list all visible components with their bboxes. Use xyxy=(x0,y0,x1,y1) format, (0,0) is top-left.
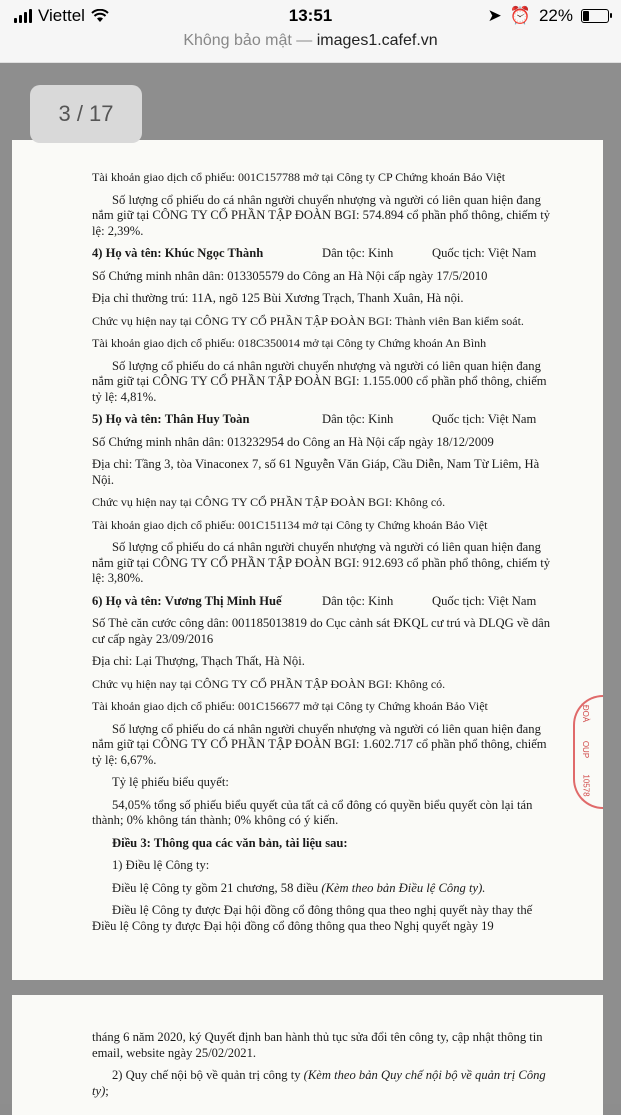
text-line: Tài khoản giao dịch cổ phiếu: 001C156677 mở tại Công ty Chứng khoán Bảo Việt xyxy=(92,699,488,713)
text-paragraph: 54,05% tổng số phiếu biểu quyết của tất cả cổ đông có quyền biểu quyết còn lại tán thành; 0% không tán thành; 0% không có ý kiến. xyxy=(92,797,533,827)
location-icon: ➤ xyxy=(487,6,502,25)
text-line: Số Chứng minh nhân dân: 013232954 do Công an Hà Nội cấp ngày 18/12/2009 xyxy=(92,434,494,449)
person-name: Vương Thị Minh Huế xyxy=(164,593,282,608)
article-heading: Điều 3: Thông qua các văn bản, tài liệu sau: xyxy=(112,835,348,850)
carrier-label: Viettel xyxy=(38,6,85,25)
text-paragraph: Số lượng cổ phiếu do cá nhân người chuyển nhượng và người có liên quan hiện đang nắm giữ tại CÔNG TY CỔ PHẦN TẬP ĐOÀN BGI: 574.894 cổ phần phổ thông, chiếm tỷ lệ: 2,39%. xyxy=(92,192,551,238)
text-line: Điều lệ Công ty gồm 21 chương, 58 điều (Kèm theo bản Điều lệ Công ty). xyxy=(112,880,486,895)
text-paragraph: Số lượng cổ phiếu do cá nhân người chuyển nhượng và người có liên quan hiện đang nắm giữ tại CÔNG TY CỔ PHẦN TẬP ĐOÀN BGI: 1.155.000 cổ phần phổ thông, chiếm tỷ lệ: 4,81%. xyxy=(92,358,547,404)
document-page xyxy=(12,140,603,980)
person-name: Thân Huy Toàn xyxy=(164,412,250,426)
text-paragraph: tháng 6 năm 2020, ký Quyết định ban hành thủ tục sửa đổi tên công ty, cập nhật thông tin email, website ngày 25/02/2021. xyxy=(92,1030,543,1060)
text-paragraph: Số lượng cổ phiếu do cá nhân người chuyển nhượng và người có liên quan hiện đang nắm giữ tại CÔNG TY CỔ PHẦN TẬP ĐOÀN BGI: 912.693 cổ phần phổ thông, chiếm tỷ lệ: 3,80%. xyxy=(92,540,551,585)
company-stamp: ĐOÀ OUP 10578 xyxy=(573,695,603,809)
text-line: Tỷ lệ phiếu biểu quyết: xyxy=(112,775,229,789)
clock: 13:51 xyxy=(288,6,333,25)
status-bar xyxy=(0,0,621,32)
battery-percent: 22% xyxy=(538,6,573,25)
text-line: Tài khoản giao dịch cổ phiếu: 018C350014 mở tại Công ty Chứng khoán An Bình xyxy=(92,336,487,350)
document-page-next xyxy=(12,995,603,1115)
text-line: Địa chỉ: Lại Thượng, Thạch Thất, Hà Nội. xyxy=(92,654,305,668)
text-line: 2) Quy chế nội bộ về quản trị công ty (Kèm theo bản Quy chế nội bộ về quản trị Công ty); xyxy=(92,1068,546,1098)
text-paragraph: Địa chỉ: Tầng 3, tòa Vinaconex 7, số 61 Nguyễn Văn Giáp, Cầu Diễn, Nam Từ Liêm, Hà Nội. xyxy=(92,457,540,487)
text-line: Chức vụ hiện nay tại CÔNG TY CỔ PHẦN TẬP ĐOÀN BGI: Không có. xyxy=(92,495,446,509)
security-label: Không bảo mật — xyxy=(183,32,313,49)
text-line: Chức vụ hiện nay tại CÔNG TY CỔ PHẦN TẬP ĐOÀN BGI: Không có. xyxy=(92,676,446,691)
person-name: Khúc Ngọc Thành xyxy=(164,246,264,260)
text-paragraph: Số lượng cổ phiếu do cá nhân người chuyển nhượng và người có liên quan hiện đang nắm giữ tại CÔNG TY CỔ PHẦN TẬP ĐOÀN BGI: 1.602.717 cổ phần phổ thông, chiếm tỷ lệ: 6,67%. xyxy=(92,721,547,767)
person-header: 4) Họ và tên: Khúc Ngọc Thành Dân tộc: Kinh Quốc tịch: Việt Nam xyxy=(92,246,537,260)
text-line: Số Chứng minh nhân dân: 013305579 do Công an Hà Nội cấp ngày 17/5/2010 xyxy=(92,268,488,283)
text-line: 1) Điều lệ Công ty: xyxy=(112,858,210,872)
text-line: Tài khoản giao dịch cổ phiếu: 001C151134 mở tại Công ty Chứng khoán Bảo Việt xyxy=(92,517,488,532)
text-paragraph: Điều lệ Công ty được Đại hội đồng cổ đông thông qua theo nghị quyết này thay thế Điều lệ Công ty được Đại hội đồng cổ đông thông qua theo Nghị quyết ngày 19 xyxy=(92,903,533,933)
address-bar[interactable] xyxy=(0,32,621,63)
text-line: Chức vụ hiện nay tại CÔNG TY CỔ PHẦN TẬP ĐOÀN BGI: Thành viên Ban kiểm soát. xyxy=(92,313,524,328)
text-line: Địa chỉ thường trú: 11A, ngõ 125 Bùi Xương Trạch, Thanh Xuân, Hà nội. xyxy=(92,291,464,305)
person-header: 5) Họ và tên: Thân Huy Toàn Dân tộc: Kinh Quốc tịch: Việt Nam xyxy=(92,412,537,426)
text-paragraph: Số Thẻ căn cước công dân: 001185013819 do Cục cảnh sát ĐKQL cư trú và DLQG về dân cư cấp ngày 23/09/2016 xyxy=(92,616,551,646)
text-line: Tài khoản giao dịch cổ phiếu: 001C157788 mở tại Công ty CP Chứng khoán Bảo Việt xyxy=(92,170,506,184)
page-indicator: 3 / 17 xyxy=(30,85,142,143)
url-text: images1.cafef.vn xyxy=(316,32,438,49)
person-header: 6) Họ và tên: Vương Thị Minh Huế Dân tộc: Kinh Quốc tịch: Việt Nam xyxy=(92,593,537,608)
battery-icon xyxy=(581,9,609,23)
alarm-icon: ⏰ xyxy=(509,6,531,25)
